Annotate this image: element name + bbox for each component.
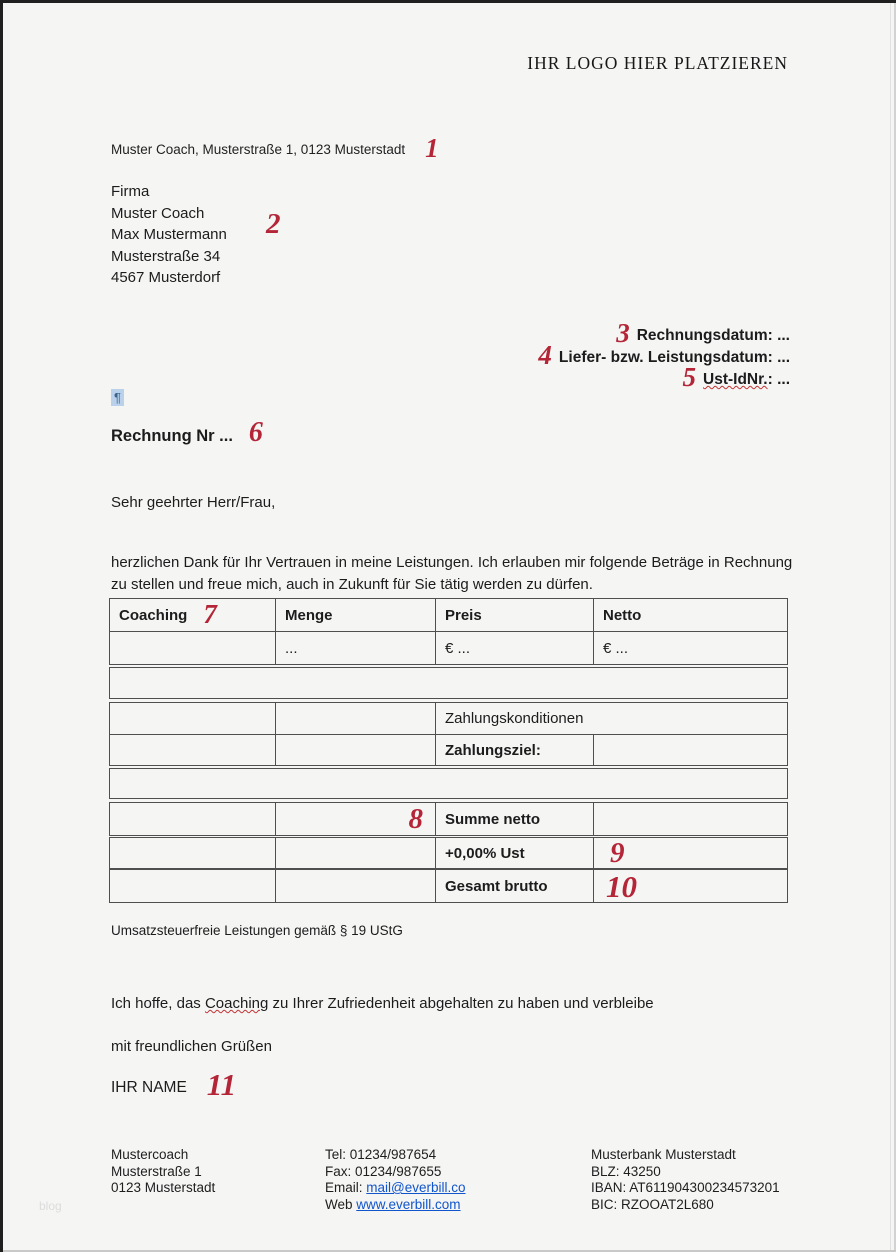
payment-conditions-row (110, 703, 787, 734)
footer-bank-blz: BLZ: 43250 (591, 1163, 661, 1179)
intro-paragraph: herzlichen Dank für Ihr Vertrauen in meine Leistungen. Ich erlauben mir folgende Beträge in Rechnung zu stellen und freue mich, auch in Zukunft für Sie tätig werden zu dürfen. (111, 554, 793, 593)
annotation-2: 2 (266, 208, 281, 240)
item-cell-coaching (110, 632, 276, 664)
closing-word-coaching: Coaching (204, 995, 269, 1012)
sum-net-cell-2 (276, 803, 436, 835)
sum-net-label-cell: Summe netto (436, 803, 594, 835)
footer-company-city: 0123 Musterstadt (111, 1180, 216, 1195)
invoice-table-payment (109, 702, 788, 766)
closing-part1: Ich hoffe, das (111, 995, 205, 1012)
table-spacer-row-1 (109, 667, 788, 699)
sum-net-row (110, 803, 787, 835)
delivery-date-line (538, 340, 790, 370)
payment-cell-1 (110, 703, 276, 734)
header-cell-coaching (110, 599, 276, 631)
footer-bank-bic: BIC: RZOOAT2L680 (591, 1196, 714, 1212)
table-header-row (110, 599, 787, 631)
vat-value-cell (594, 838, 787, 868)
signature-row (111, 1067, 237, 1102)
vat-id-line (538, 362, 790, 392)
recipient-line-street: Musterstraße 34 (111, 247, 221, 265)
sender-line: Muster Coach, Musterstraße 1, 0123 Musterstadt (111, 142, 406, 157)
payment-due-cell-2 (276, 735, 436, 765)
logo-placeholder-text: IHR LOGO HIER PLATZIEREN (527, 53, 788, 73)
footer-contact-column (325, 1147, 466, 1213)
header-coaching-label: Coaching (119, 606, 188, 624)
payment-due-label-cell: Zahlungsziel: (436, 735, 594, 765)
invoice-table-vat (109, 837, 788, 869)
footer-email-line (325, 1180, 466, 1197)
paragraph-mark: ¶ (111, 389, 124, 406)
annotation-3: 3 (616, 318, 630, 348)
annotation-1: 1 (425, 133, 439, 163)
vat-id-value: : ... (767, 371, 790, 388)
signature-name-placeholder: IHR NAME (111, 1079, 187, 1096)
invoice-date-label: Rechnungsdatum: ... (636, 327, 790, 344)
sender-line-row (111, 133, 439, 163)
footer-web-link[interactable]: www.everbill.com (356, 1196, 461, 1212)
closing-part2: zu Ihrer Zufriedenheit abgehalten zu haben und verbleibe (268, 995, 654, 1012)
footer-company-street: Musterstraße 1 (111, 1163, 202, 1179)
tax-exemption-note: Umsatzsteuerfreie Leistungen gemäß § 19 UStG (111, 923, 403, 938)
total-label-cell: Gesamt brutto (436, 870, 594, 902)
salutation: Sehr geehrter Herr/Frau, (111, 494, 276, 511)
footer-company-name: Mustercoach (111, 1147, 189, 1162)
regards-line: mit freundlichen Grüßen (111, 1038, 272, 1055)
invoice-table-total (109, 869, 788, 903)
header-cell-preis: Preis (436, 599, 594, 631)
invoice-title-row (111, 417, 263, 448)
annotation-9: 9 (610, 838, 625, 868)
footer-web-label: Web (325, 1196, 353, 1212)
invoice-table-sum-net (109, 802, 788, 836)
closing-line (111, 995, 811, 1012)
footer-bank-column (591, 1147, 780, 1213)
table-item-row (110, 631, 787, 664)
recipient-line-city: 4567 Musterdorf (111, 269, 221, 286)
invoice-meta-block (538, 318, 790, 392)
footer-company-column (111, 1147, 215, 1197)
recipient-address (111, 181, 227, 289)
recipient-line-company: Muster Coach (111, 204, 205, 222)
delivery-date-label: Liefer- bzw. Leistungsdatum: ... (558, 349, 790, 366)
footer-email-link[interactable]: mail@everbill.co (366, 1180, 466, 1195)
table-spacer-row-2 (109, 768, 788, 799)
item-cell-netto: € ... (603, 639, 629, 657)
total-row (110, 870, 787, 902)
annotation-7: 7 (203, 599, 217, 629)
header-cell-netto: Netto (603, 606, 642, 624)
invoice-title: Rechnung Nr ... (111, 427, 233, 445)
footer-fax: Fax: 01234/987655 (325, 1163, 442, 1179)
recipient-line-company-label: Firma (111, 183, 150, 200)
payment-due-cell-1 (110, 735, 276, 765)
total-cell-1 (110, 870, 276, 902)
invoice-table-main (109, 598, 788, 665)
vat-cell-1 (110, 838, 276, 868)
recipient-line-name: Max Mustermann (111, 226, 227, 243)
annotation-5: 5 (682, 362, 697, 392)
header-cell-menge: Menge (276, 599, 436, 631)
footer-tel: Tel: 01234/987654 (325, 1147, 437, 1162)
payment-cell-2 (276, 703, 436, 734)
payment-due-row (110, 734, 787, 765)
footer-web-line (325, 1197, 466, 1214)
total-value-cell (594, 870, 787, 902)
sum-net-value-cell (594, 803, 787, 835)
annotation-4: 4 (538, 340, 552, 370)
item-cell-preis: € ... (436, 632, 594, 664)
total-cell-2 (276, 870, 436, 902)
vat-cell-2 (276, 838, 436, 868)
vat-id-label: Ust-IdNr. (703, 371, 768, 388)
item-cell-menge: ... (276, 632, 436, 664)
annotation-8: 8 (408, 803, 423, 835)
payment-due-value-cell (594, 735, 787, 765)
vat-row (110, 838, 787, 868)
invoice-date-line (538, 318, 790, 348)
page-edge-right-inner (890, 3, 891, 1252)
payment-conditions-cell: Zahlungskonditionen (445, 710, 584, 727)
footer-bank-name: Musterbank Musterstadt (591, 1147, 736, 1162)
annotation-11: 11 (206, 1067, 237, 1102)
annotation-10: 10 (606, 870, 637, 902)
annotation-6: 6 (248, 417, 263, 448)
watermark-text: blog (39, 1199, 62, 1213)
footer-bank-iban: IBAN: AT611904300234573201 (591, 1180, 780, 1195)
vat-label-cell: +0,00% Ust (436, 838, 594, 868)
footer-email-label: Email: (325, 1180, 363, 1195)
sum-net-cell-1 (110, 803, 276, 835)
